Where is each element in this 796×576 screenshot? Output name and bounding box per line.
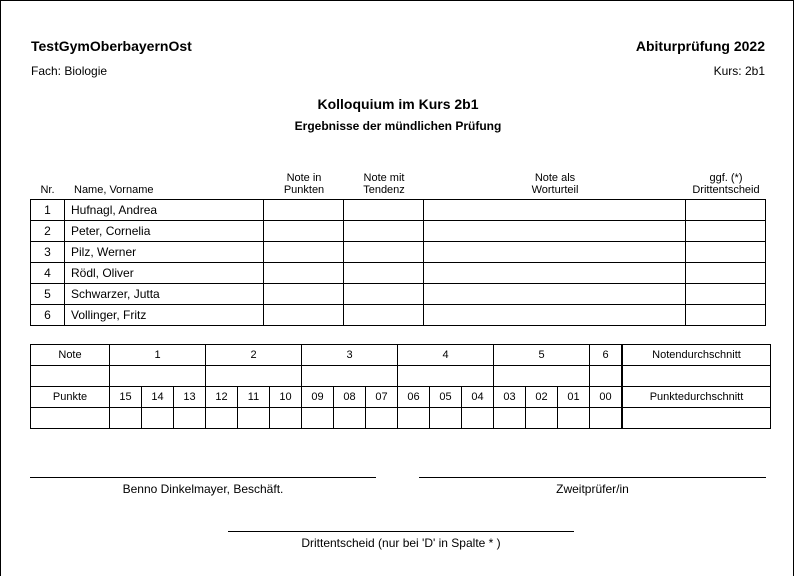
- results-table: [30, 199, 766, 326]
- avg-note-value[interactable]: [622, 366, 771, 387]
- exam-title: Abiturprüfung 2022: [635, 38, 765, 54]
- grade-count-cell[interactable]: [206, 366, 302, 387]
- page-subtitle: Ergebnisse der mündlichen Prüfung: [294, 119, 502, 133]
- third-cell[interactable]: [686, 221, 766, 242]
- points-count-cell[interactable]: [366, 408, 398, 429]
- points-row: [31, 387, 771, 408]
- second-examiner-signature-label: Zweitprüfer/in: [556, 482, 629, 496]
- points-label: Punkte: [31, 387, 110, 408]
- col-header-tendency: [344, 172, 424, 196]
- points-count-row: [31, 408, 771, 429]
- col-header-nr: Nr.: [40, 184, 55, 196]
- points-count-cell[interactable]: [526, 408, 558, 429]
- examiner-signature-line[interactable]: [30, 477, 376, 478]
- points-count-cell[interactable]: [398, 408, 430, 429]
- col-header-words-line1: Note als: [534, 172, 576, 184]
- student-name: Pilz, Werner: [65, 242, 264, 263]
- points-count-cell[interactable]: [334, 408, 366, 429]
- points-header: 10: [270, 387, 302, 408]
- third-decision-signature-label: Drittentscheid (nur bei 'D' in Spalte * ): [301, 536, 501, 550]
- col-header-points-line2: Punkten: [283, 184, 325, 196]
- student-nr: 5: [31, 284, 65, 305]
- table-row: [31, 221, 766, 242]
- points-header: 11: [238, 387, 270, 408]
- col-header-tendency-line2: Tendenz: [363, 184, 405, 196]
- points-header: 09: [302, 387, 334, 408]
- col-header-third-line1: ggf. (*): [709, 172, 743, 184]
- col-header-points-line1: Note in: [286, 172, 322, 184]
- third-cell[interactable]: [686, 305, 766, 326]
- table-row: [31, 284, 766, 305]
- student-nr: 6: [31, 305, 65, 326]
- grade-row: [31, 345, 771, 366]
- grade-count-cell[interactable]: [494, 366, 590, 387]
- words-cell[interactable]: [424, 263, 686, 284]
- table-row: [31, 305, 766, 326]
- student-name: Rödl, Oliver: [65, 263, 264, 284]
- grade-scale-table: [30, 344, 771, 429]
- points-header: 06: [398, 387, 430, 408]
- grade-header: 5: [494, 345, 590, 366]
- words-cell[interactable]: [424, 242, 686, 263]
- grade-header: 6: [590, 345, 623, 366]
- grade-header: 2: [206, 345, 302, 366]
- student-name: Vollinger, Fritz: [65, 305, 264, 326]
- student-nr: 3: [31, 242, 65, 263]
- school-name: TestGymOberbayernOst: [31, 38, 192, 54]
- points-count-cell[interactable]: [110, 408, 142, 429]
- grade-count-cell[interactable]: [590, 366, 623, 387]
- col-header-points: [264, 172, 344, 196]
- student-name: Schwarzer, Jutta: [65, 284, 264, 305]
- grade-count-cell[interactable]: [302, 366, 398, 387]
- points-cell[interactable]: [264, 242, 344, 263]
- tendency-cell[interactable]: [344, 305, 424, 326]
- second-examiner-signature-line[interactable]: [419, 477, 766, 478]
- col-header-third-line2: Drittentscheid: [692, 184, 760, 196]
- empty-cell: [31, 366, 110, 387]
- points-header: 01: [558, 387, 590, 408]
- points-header: 13: [174, 387, 206, 408]
- words-cell[interactable]: [424, 284, 686, 305]
- col-header-name: Name, Vorname: [74, 184, 154, 196]
- grade-header: 4: [398, 345, 494, 366]
- points-header: 07: [366, 387, 398, 408]
- points-count-cell[interactable]: [174, 408, 206, 429]
- empty-cell: [31, 408, 110, 429]
- table-row: [31, 242, 766, 263]
- points-cell[interactable]: [264, 263, 344, 284]
- words-cell[interactable]: [424, 200, 686, 221]
- points-cell[interactable]: [264, 305, 344, 326]
- points-header: 02: [526, 387, 558, 408]
- points-count-cell[interactable]: [238, 408, 270, 429]
- third-decision-signature-line[interactable]: [228, 531, 574, 532]
- third-cell[interactable]: [686, 242, 766, 263]
- grade-count-cell[interactable]: [398, 366, 494, 387]
- points-count-cell[interactable]: [430, 408, 462, 429]
- points-count-cell[interactable]: [142, 408, 174, 429]
- grade-header: 1: [110, 345, 206, 366]
- points-count-cell[interactable]: [494, 408, 526, 429]
- col-header-words: [424, 172, 686, 196]
- avg-note-label: Notendurchschnitt: [622, 345, 771, 366]
- col-header-tendency-line1: Note mit: [363, 172, 405, 184]
- words-cell[interactable]: [424, 305, 686, 326]
- points-header: 03: [494, 387, 526, 408]
- points-header: 05: [430, 387, 462, 408]
- student-name: Peter, Cornelia: [65, 221, 264, 242]
- points-header: 12: [206, 387, 238, 408]
- col-header-words-line2: Worturteil: [531, 184, 579, 196]
- avg-points-label: Punktedurchschnitt: [622, 387, 771, 408]
- student-nr: 4: [31, 263, 65, 284]
- tendency-cell[interactable]: [344, 242, 424, 263]
- points-header: 14: [142, 387, 174, 408]
- student-name: Hufnagl, Andrea: [65, 200, 264, 221]
- avg-points-value[interactable]: [622, 408, 771, 429]
- tendency-cell[interactable]: [344, 284, 424, 305]
- examiner-signature-label: Benno Dinkelmayer, Beschäft.: [122, 482, 284, 496]
- points-count-cell[interactable]: [590, 408, 623, 429]
- third-cell[interactable]: [686, 263, 766, 284]
- grade-count-row: [31, 366, 771, 387]
- student-nr: 2: [31, 221, 65, 242]
- third-cell[interactable]: [686, 200, 766, 221]
- table-row: [31, 263, 766, 284]
- course-label: Kurs: 2b1: [713, 64, 765, 78]
- table-row: [31, 200, 766, 221]
- tendency-cell[interactable]: [344, 200, 424, 221]
- points-header: 04: [462, 387, 494, 408]
- points-count-cell[interactable]: [302, 408, 334, 429]
- grade-header: 3: [302, 345, 398, 366]
- points-count-cell[interactable]: [206, 408, 238, 429]
- points-cell[interactable]: [264, 284, 344, 305]
- third-cell[interactable]: [686, 284, 766, 305]
- points-header: 00: [590, 387, 623, 408]
- points-count-cell[interactable]: [462, 408, 494, 429]
- student-nr: 1: [31, 200, 65, 221]
- points-cell[interactable]: [264, 200, 344, 221]
- points-count-cell[interactable]: [558, 408, 590, 429]
- words-cell[interactable]: [424, 221, 686, 242]
- tendency-cell[interactable]: [344, 263, 424, 284]
- points-header: 08: [334, 387, 366, 408]
- note-label: Note: [31, 345, 110, 366]
- page-title: Kolloquium im Kurs 2b1: [317, 96, 479, 112]
- tendency-cell[interactable]: [344, 221, 424, 242]
- grade-count-cell[interactable]: [110, 366, 206, 387]
- subject-label: Fach: Biologie: [31, 64, 108, 78]
- points-count-cell[interactable]: [270, 408, 302, 429]
- col-header-third: [686, 172, 766, 196]
- points-header: 15: [110, 387, 142, 408]
- points-cell[interactable]: [264, 221, 344, 242]
